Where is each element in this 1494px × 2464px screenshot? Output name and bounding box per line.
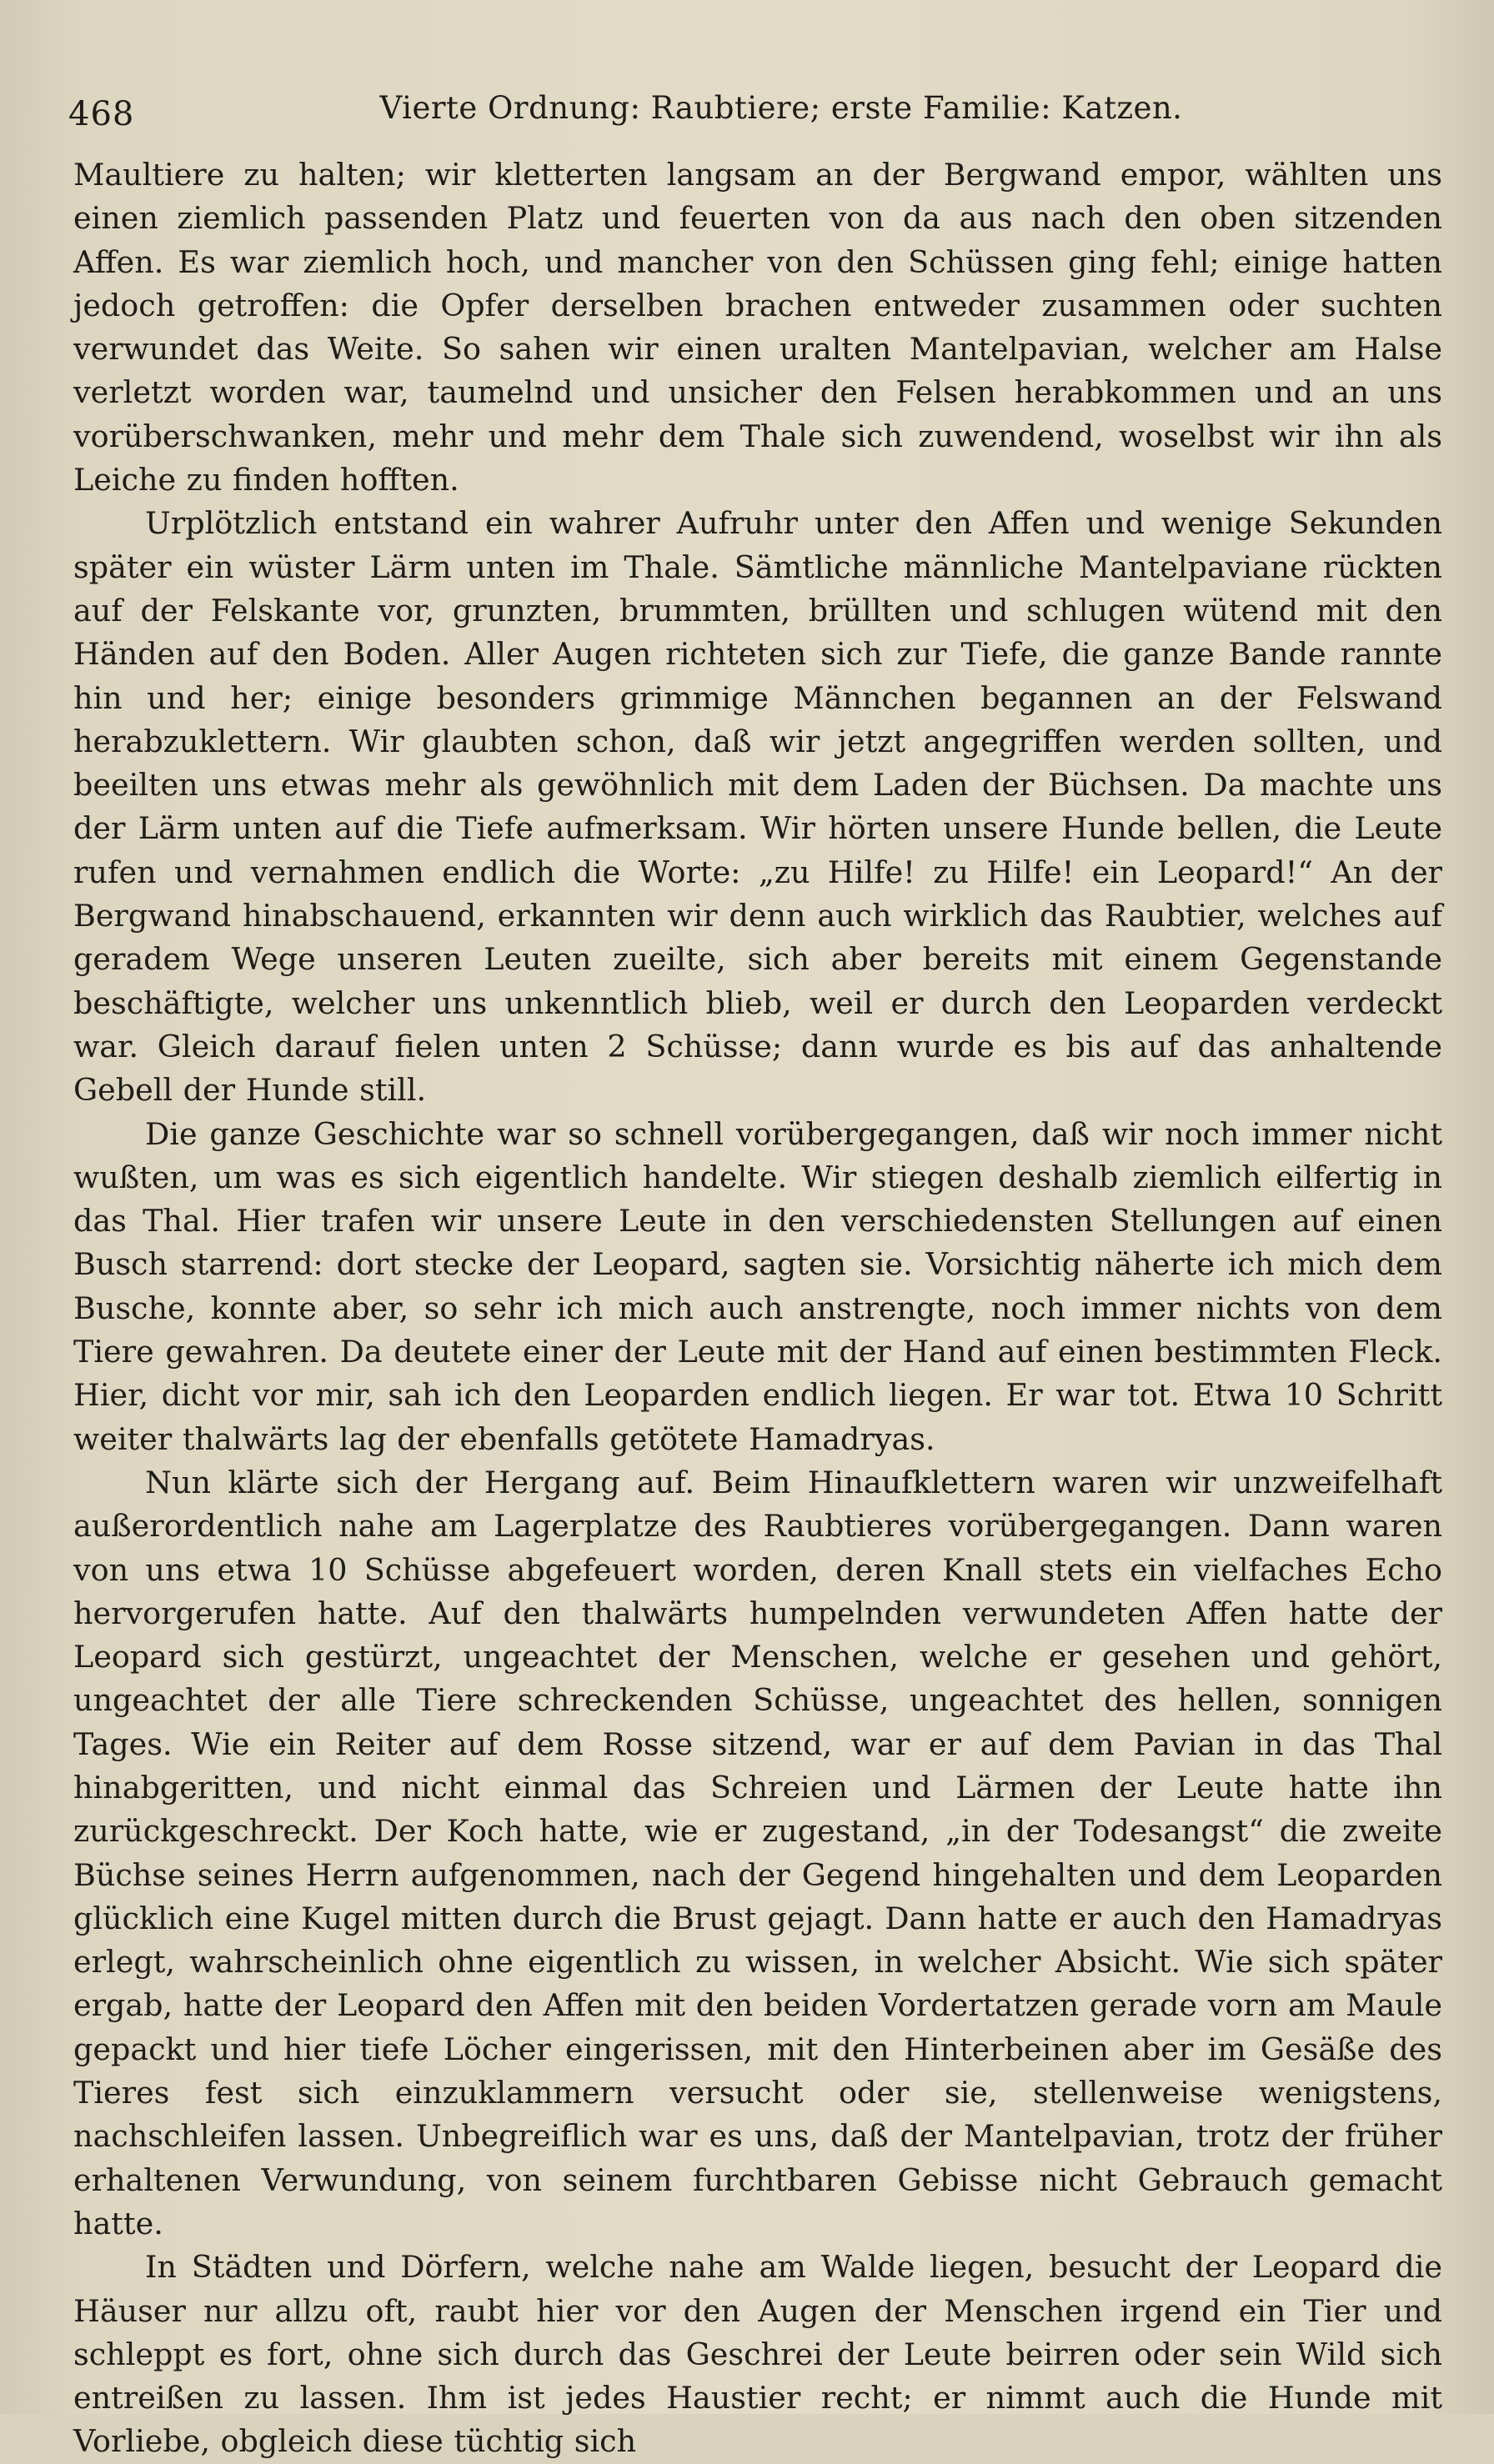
paragraph: Urplötzlich entstand ein wahrer Aufruhr unter den Affen und wenige Sekunden später ein wüster Lärm unten im Thale. Sämtliche männliche Mantelpaviane rückten auf der Felskante vor, grunzten, brummten, brüllten und schlugen wütend mit den Händen auf den Boden. Aller Augen richteten sich zur Tiefe, die ganze Bande rannte hin und her; einige besonders grimmige Männchen begannen an der Felswand herabzuklettern. Wir glaubten schon, daß wir jetzt angegriffen werden sollten, und beeilten uns etwas mehr als gewöhnlich mit dem Laden der Büchsen. Da machte uns der Lärm unten auf die Tiefe aufmerksam. Wir hörten unsere Hunde bellen, die Leute rufen und vernahmen endlich die Worte: „zu Hilfe! zu Hilfe! ein Leopard!“ An der Bergwand hinabschauend, erkannten wir denn auch wirklich das Raubtier, welches auf geradem Wege unseren Leuten zueilte, sich aber bereits mit einem Gegenstande beschäftigte, welcher uns unkenntlich blieb, weil er durch den Leoparden verdeckt war. Gleich darauf fielen unten 2 Schüsse; dann wurde es bis auf das anhaltende Gebell der Hunde still. xyxy=(73,505,1442,1109)
body-text xyxy=(73,153,1442,2464)
page-header xyxy=(68,87,1444,137)
paragraph: Nun klärte sich der Hergang auf. Beim Hinaufklettern waren wir unzweifelhaft außerordentlich nahe am Lagerplatze des Raubtieres vorübergegangen. Dann waren von uns etwa 10 Schüsse abgefeuert worden, deren Knall stets ein vielfaches Echo hervorgerufen hatte. Auf den thalwärts humpelnden verwundeten Affen hatte der Leopard sich gestürzt, ungeachtet der Menschen, welche er gesehen und gehört, ungeachtet der alle Tiere schreckenden Schüsse, ungeachtet des hellen, sonnigen Tages. Wie ein Reiter auf dem Rosse sitzend, war er auf dem Pavian in das Thal hinabgeritten, und nicht einmal das Schreien und Lärmen der Leute hatte ihn zurückgeschreckt. Der Koch hatte, wie er zugestand, „in der Todesangst“ die zweite Büchse seines Herrn aufgenommen, nach der Gegend hingehalten und dem Leoparden glücklich eine Kugel mitten durch die Brust gejagt. Dann hatte er auch den Hamadryas erlegt, wahrscheinlich ohne eigentlich zu wissen, in welcher Absicht. Wie sich später ergab, hatte der Leopard den Affen mit den beiden Vordertatzen gerade vorn am Maule gepackt und hier tiefe Löcher eingerissen, mit den Hinterbeinen aber im Gesäße des Tieres fest sich einzuklammern versucht oder sie, stellenweise wenigstens, nachschleifen lassen. Unbegreiflich war es uns, daß der Mantelpavian, trotz der früher erhaltenen Verwundung, von seinem furchtbaren Gebisse nicht Gebrauch gemacht hatte. xyxy=(73,1464,1442,2241)
paragraph: In Städten und Dörfern, welche nahe am Walde liegen, besucht der Leopard die Häuser nur allzu oft, raubt hier vor den Augen der Menschen irgend ein Tier und schleppt es fort, ohne sich durch das Geschrei der Leute beirren oder sein Wild sich entreißen zu lassen. Ihm ist jedes Haustier recht; er nimmt auch die Hunde mit Vorliebe, obgleich diese tüchtig sich xyxy=(73,2249,1442,2460)
paragraph: Die ganze Geschichte war so schnell vorübergegangen, daß wir noch immer nicht wußten, um was es sich eigentlich handelte. Wir stiegen deshalb ziemlich eilfertig in das Thal. Hier trafen wir unsere Leute in den verschiedensten Stellungen auf einen Busch starrend: dort stecke der Leopard, sagten sie. Vorsichtig näherte ich mich dem Busche, konnte aber, so sehr ich mich auch anstrengte, noch immer nichts von dem Tiere gewahren. Da deutete einer der Leute mit der Hand auf einen bestimmten Fleck. Hier, dicht vor mir, sah ich den Leoparden endlich liegen. Er war tot. Etwa 10 Schritt weiter thalwärts lag der ebenfalls getötete Hamadryas. xyxy=(73,1115,1442,1457)
running-head: Vierte Ordnung: Raubtiere; erste Familie: Katzen. xyxy=(379,90,1183,126)
page-number: 468 xyxy=(68,95,135,133)
paragraph: Maultiere zu halten; wir kletterten langsam an der Bergwand empor, wählten uns einen ziemlich passenden Platz und feuerten von da aus nach den oben sitzenden Affen. Es war ziemlich hoch, und mancher von den Schüssen ging fehl; einige hatten jedoch getroffen: die Opfer derselben brachen entweder zusammen oder suchten verwundet das Weite. So sahen wir einen uralten Mantelpavian, welcher am Halse verletzt worden war, taumelnd und unsicher den Felsen herabkommen und an uns vorüberschwanken, mehr und mehr dem Thale sich zuwendend, woselbst wir ihn als Leiche zu finden hofften. xyxy=(73,157,1442,498)
